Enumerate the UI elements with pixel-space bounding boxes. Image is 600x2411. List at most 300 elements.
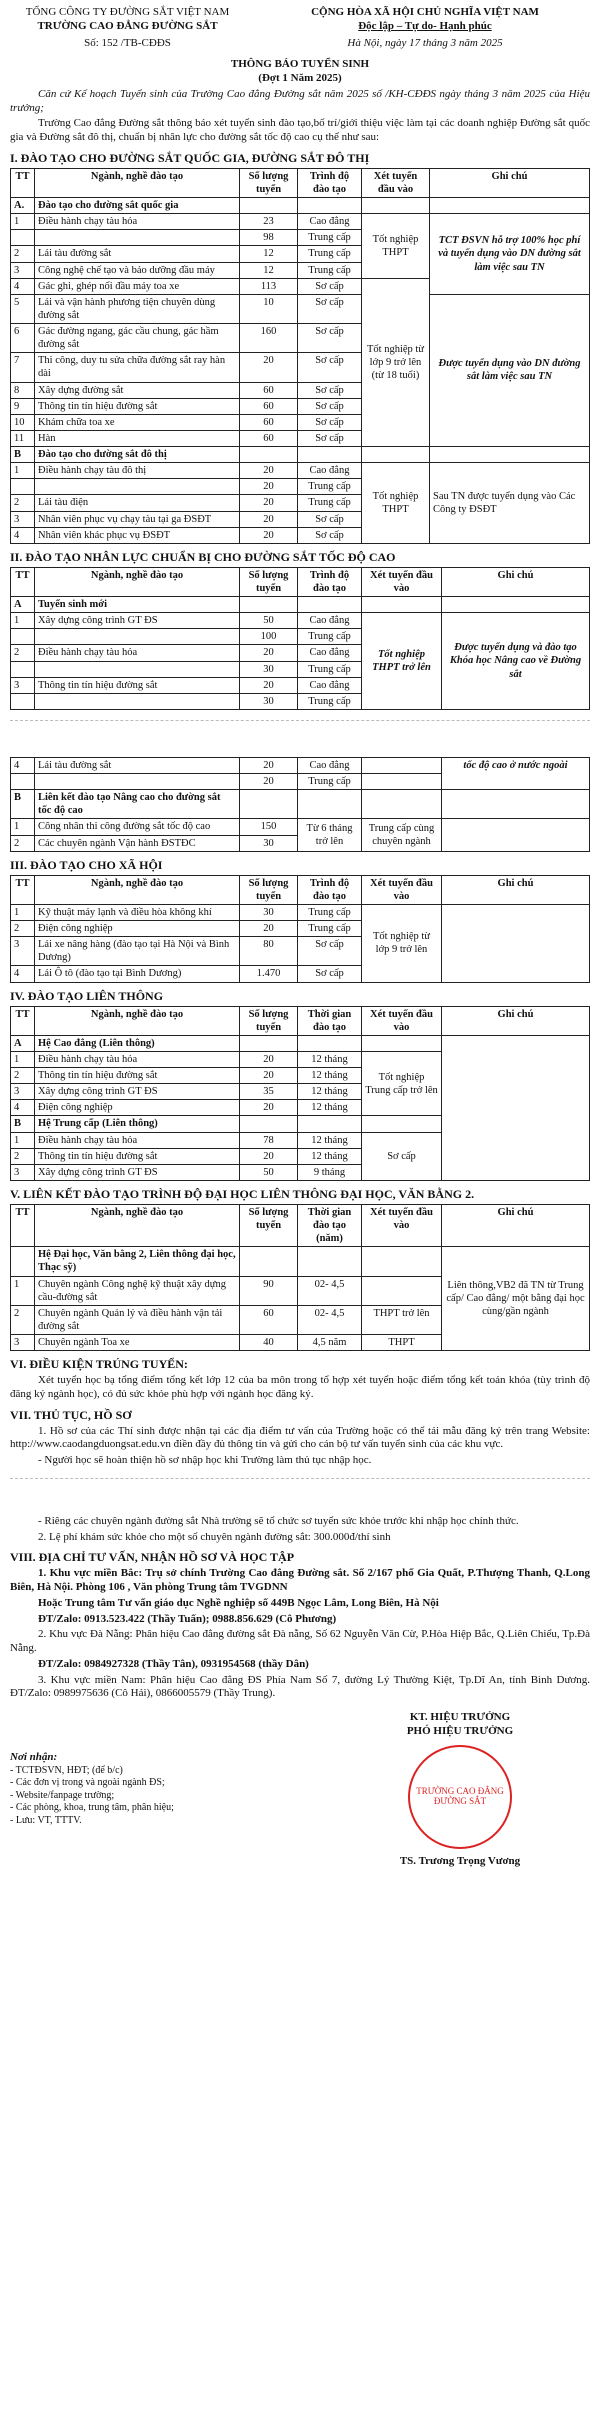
intro-paragraph-2: Trường Cao đẳng Đường sắt thông báo xét tuyển sinh đào tạo,bố trí/giới thiệu việc làm tại các doanh nghiệp Đường sắt quốc gia và Đường sắt đô thị, chuẩn bị nhân lực cho đường sắt tốc độ cao cụ thể như sau: [10, 117, 590, 143]
column-header: Ghi chú [442, 1006, 590, 1035]
table-section-2-continued [10, 757, 590, 852]
table-cell: Sơ cấp [298, 278, 362, 294]
entry-requirement: Tốt nghiệp từ lớp 9 trở lên (từ 18 tuổi) [362, 278, 430, 446]
table-cell: Cao đẳng [298, 757, 362, 773]
table-cell: Cao đẳng [298, 677, 362, 693]
table-cell: Sơ cấp [298, 527, 362, 543]
table-cell: 4 [11, 966, 35, 982]
table-cell: 35 [240, 1084, 298, 1100]
table-cell: 3 [11, 262, 35, 278]
column-header: TT [11, 875, 35, 904]
table-cell: 12 tháng [298, 1051, 362, 1067]
address-danang: 2. Khu vực Đà Nẵng: Phân hiệu Cao đẳng đường sắt Đà nẵng, Số 62 Nguyễn Văn Cừ, P.Hòa Hiệp Bắc, Q.Liên Chiểu, Tp.Đà Nẵng. [10, 1628, 590, 1655]
recipients [10, 1751, 240, 1868]
table-cell: Tuyển sinh mới [35, 597, 240, 613]
table-row [11, 1247, 590, 1276]
table-cell: 2 [11, 645, 35, 661]
table-cell: 4 [11, 1100, 35, 1116]
entry-requirement: Tốt nghiệp THPT [362, 214, 430, 279]
table-cell: 20 [240, 757, 298, 773]
nation-title: CỘNG HÒA XÃ HỘI CHỦ NGHĨA VIỆT NAM [311, 6, 539, 18]
table-cell [298, 1247, 362, 1276]
table-cell [298, 1116, 362, 1132]
table-row [11, 294, 590, 323]
table-cell [298, 447, 362, 463]
table-cell: Trung cấp [298, 246, 362, 262]
section-8-title: VIII. ĐỊA CHỈ TƯ VẤN, NHẬN HỒ SƠ VÀ HỌC TẬP [10, 1550, 295, 1565]
table-cell: Hệ Trung cấp (Liên thông) [35, 1116, 240, 1132]
table-cell: 20 [240, 463, 298, 479]
table-cell: 3 [11, 1164, 35, 1180]
table-cell: Hệ Cao đẳng (Liên thông) [35, 1035, 240, 1051]
document-number: Số: 152 /TB-CĐĐS [84, 36, 171, 49]
table-cell [362, 1247, 442, 1276]
entry-requirement: Tốt nghiệp THPT trở lên [362, 613, 442, 710]
signer-role-2: PHÓ HIỆU TRƯỞNG [406, 1724, 514, 1737]
table-cell: 3 [11, 511, 35, 527]
table-cell: Thông tin tín hiệu đường sắt [35, 398, 240, 414]
table-cell: Hàn [35, 430, 240, 446]
table-cell: Thông tin tín hiệu đường sắt [35, 677, 240, 693]
table-cell: 30 [240, 904, 298, 920]
table-cell: 160 [240, 324, 298, 353]
section-6-title: VI. ĐIỀU KIỆN TRÚNG TUYỂN: [10, 1357, 188, 1372]
note-cell: Sau TN được tuyển dụng vào Các Công ty ĐSĐT [430, 463, 590, 544]
table-cell: 20 [240, 479, 298, 495]
header-right [260, 6, 590, 50]
table-cell: 60 [240, 382, 298, 398]
entry-requirement [362, 1276, 442, 1305]
table-cell: B [11, 790, 35, 819]
address-north-2: Hoặc Trung tâm Tư vấn giáo dục Nghề nghiệp số 449B Ngọc Lâm, Long Biên, Hà Nội [38, 1596, 439, 1609]
table-cell [35, 230, 240, 246]
table-cell: 7 [11, 353, 35, 382]
table-cell [240, 597, 298, 613]
table-cell: Sơ cấp [298, 430, 362, 446]
table-cell: 20 [240, 353, 298, 382]
table-cell: Sơ cấp [298, 414, 362, 430]
table-cell [11, 1247, 35, 1276]
table-cell [11, 479, 35, 495]
table-cell: Sơ cấp [298, 937, 362, 966]
table-cell: 12 tháng [298, 1068, 362, 1084]
entry-requirement: Tốt nghiệp THPT [362, 463, 430, 544]
table-cell [35, 479, 240, 495]
signer-role-1: KT. HIỆU TRƯỞNG [409, 1711, 511, 1724]
table-cell: Chuyên ngành Toa xe [35, 1335, 240, 1351]
column-header: Xét tuyển đầu vào [362, 1006, 442, 1035]
table-cell: Trung cấp [298, 921, 362, 937]
table-cell: B [11, 447, 35, 463]
table-cell: Chuyên ngành Quản lý và điều hành vận tải đường sắt [35, 1305, 240, 1334]
table-cell [298, 1035, 362, 1051]
table-cell: Sơ cấp [298, 398, 362, 414]
table-cell: A [11, 1035, 35, 1051]
column-header: Xét tuyển đầu vào [362, 1204, 442, 1246]
table-cell: Điều hành chạy tàu hỏa [35, 214, 240, 230]
table-cell: 40 [240, 1335, 298, 1351]
column-header: Ngành, nghề đào tạo [35, 168, 240, 197]
table-cell: 4,5 năm [298, 1335, 362, 1351]
table-cell: Liên kết đào tạo Nâng cao cho đường sắt tốc độ cao [35, 790, 240, 819]
table-cell: 1 [11, 463, 35, 479]
table-cell: 60 [240, 430, 298, 446]
table-cell: 20 [240, 511, 298, 527]
column-header: Xét tuyển đầu vào [362, 168, 430, 197]
table-cell: 12 tháng [298, 1132, 362, 1148]
table-row [11, 790, 590, 819]
intro-paragraph-1: Căn cứ Kế hoạch Tuyển sinh của Trường Cao đẳng Đường sắt năm 2025 số /KH-CĐĐS ngày tháng 3 năm 2025 của Hiệu trưởng; [10, 87, 590, 114]
table-cell: Điều hành chạy tàu hỏa [35, 1132, 240, 1148]
table-cell: Đào tạo cho đường sắt quốc gia [35, 198, 240, 214]
header-left [10, 6, 245, 50]
table-cell: Trung cấp [298, 629, 362, 645]
table-cell: 10 [240, 294, 298, 323]
column-header: Ngành, nghề đào tạo [35, 1006, 240, 1035]
table-cell: 80 [240, 937, 298, 966]
table-cell [11, 774, 35, 790]
column-header: Trình độ đào tạo [298, 168, 362, 197]
table-cell: Lái tàu đường sắt [35, 246, 240, 262]
column-header: Xét tuyển đầu vào [362, 567, 442, 596]
recipient-item: - Website/fanpage trường; [10, 1789, 115, 1801]
table-cell: 90 [240, 1276, 298, 1305]
notice-subtitle: (Đợt 1 Năm 2025) [258, 72, 342, 84]
note-cell: Liên thông,VB2 đã TN từ Trung cấp/ Cao đẳng/ một bằng đại học cùng/gần ngành [442, 1247, 590, 1351]
column-header: Số lượng tuyển [240, 168, 298, 197]
table-cell: 12 tháng [298, 1148, 362, 1164]
table-cell: A [11, 597, 35, 613]
table-cell: 20 [240, 645, 298, 661]
table-row [11, 613, 590, 629]
table-cell: 30 [240, 693, 298, 709]
table-cell [240, 198, 298, 214]
table-row [11, 198, 590, 214]
table-cell [35, 693, 240, 709]
entry-requirement: THPT trở lên [362, 1305, 442, 1334]
org-parent: TỔNG CÔNG TY ĐƯỜNG SẮT VIỆT NAM [25, 6, 230, 18]
table-cell: 3 [11, 677, 35, 693]
table-cell: Sơ cấp [298, 353, 362, 382]
section-7-item-3: - Riêng các chuyên ngành đường sắt Nhà trường sẽ tổ chức sơ tuyển sức khỏe trước khi nhập học chính thức. [38, 1514, 519, 1527]
table-cell: 3 [11, 1084, 35, 1100]
column-header: Ghi chú [442, 1204, 590, 1246]
table-cell [240, 1035, 298, 1051]
table-cell [35, 774, 240, 790]
table-cell [298, 790, 362, 819]
table-cell: Xây dựng đường sắt [35, 382, 240, 398]
table-cell: Điều hành chạy tàu đô thị [35, 463, 240, 479]
table-cell [298, 597, 362, 613]
table-cell: Điện công nghiệp [35, 921, 240, 937]
column-header: Ghi chú [430, 168, 590, 197]
column-header: Số lượng tuyển [240, 567, 298, 596]
table-cell: Điều hành chạy tàu hỏa [35, 1051, 240, 1067]
table-cell: 1 [11, 904, 35, 920]
table-cell: Kỹ thuật máy lạnh và điều hòa không khí [35, 904, 240, 920]
stamp-area [330, 1745, 590, 1849]
column-header: Ngành, nghề đào tạo [35, 567, 240, 596]
table-cell: 23 [240, 214, 298, 230]
table-cell: Trung cấp [298, 904, 362, 920]
table-cell: Trung cấp [298, 495, 362, 511]
table-section-3 [10, 875, 590, 983]
table-section-1 [10, 168, 590, 544]
table-cell: 1 [11, 214, 35, 230]
table-cell: 30 [240, 835, 298, 851]
table-cell: 2 [11, 1068, 35, 1084]
table-cell: 9 tháng [298, 1164, 362, 1180]
table-cell [362, 790, 442, 819]
table-cell: 2 [11, 921, 35, 937]
table-row [11, 757, 590, 773]
table-cell: 30 [240, 661, 298, 677]
table-cell: 20 [240, 774, 298, 790]
column-header: TT [11, 1204, 35, 1246]
table-cell: 98 [240, 230, 298, 246]
table-cell: 60 [240, 414, 298, 430]
table-cell: Trung cấp [298, 774, 362, 790]
section-1-title: I. ĐÀO TẠO CHO ĐƯỜNG SẮT QUỐC GIA, ĐƯỜNG SẮT ĐÔ THỊ [10, 150, 370, 165]
column-header: Ghi chú [442, 567, 590, 596]
table-row [11, 1035, 590, 1051]
table-cell: 12 tháng [298, 1084, 362, 1100]
table-cell: Sơ cấp [298, 324, 362, 353]
table-cell: Điều hành chạy tàu hỏa [35, 645, 240, 661]
table-cell: 150 [240, 819, 298, 835]
table-cell: Xây dựng công trình GT ĐS [35, 1084, 240, 1100]
table-cell: 4 [11, 757, 35, 773]
table-cell [11, 629, 35, 645]
table-cell: 1 [11, 1276, 35, 1305]
table-cell: Nhân viên phục vụ chạy tàu tại ga ĐSĐT [35, 511, 240, 527]
table-cell: 20 [240, 1100, 298, 1116]
table-cell [298, 198, 362, 214]
column-header: Số lượng tuyển [240, 1204, 298, 1246]
table-section-4 [10, 1006, 590, 1181]
column-header: Số lượng tuyển [240, 1006, 298, 1035]
table-cell: 60 [240, 1305, 298, 1334]
page-break [10, 720, 590, 747]
section-6-text: Xét tuyển học bạ tổng điểm tổng kết lớp 12 của ba môn trong tổ hợp xét tuyển hoặc điểm tổng kết toán khóa (tùy trình độ đăng ký ngành học), có đủ sức khỏe phù hợp với ngành học đăng ký. [10, 1374, 590, 1400]
table-section-5 [10, 1204, 590, 1351]
section-7-item-2: - Người học sẽ hoàn thiện hồ sơ nhập học khi Trường làm thủ tục nhập học. [38, 1454, 372, 1467]
table-cell [362, 447, 430, 463]
table-cell: A. [11, 198, 35, 214]
document-date: Hà Nội, ngày 17 tháng 3 năm 2025 [347, 36, 503, 49]
table-cell [11, 693, 35, 709]
training-duration: Từ 6 tháng trở lên [298, 819, 362, 851]
address-south: 3. Khu vực miền Nam: Phân hiệu Cao đẳng ĐS Phía Nam Số 7, đường Lý Thường Kiệt, Tp.Dĩ An, tỉnh Bình Dương. ĐT/Zalo: 0989975636 (Cô Hải), 0866005579 (Thầy Trung). [10, 1673, 590, 1700]
column-header: Trình độ đào tạo [298, 567, 362, 596]
table-cell: 20 [240, 1068, 298, 1084]
table-cell: 2 [11, 246, 35, 262]
note-cell: TCT ĐSVN hỗ trợ 100% học phí và tuyển dụng vào DN đường sắt làm việc sau TN [430, 214, 590, 295]
table-row [11, 904, 590, 920]
entry-requirement: Sơ cấp [362, 1132, 442, 1180]
column-header: Ngành, nghề đào tạo [35, 875, 240, 904]
table-header-row [11, 1204, 590, 1246]
section-7-item-1: 1. Hồ sơ của các Thí sinh được nhận tại các địa điểm tư vấn của Trường hoặc có thể tải mẫu đăng ký trên trang Website: http://www.caodangduongsat.edu.vn điền đầy đủ thông tin và gửi cho cán bộ tư vấn tuyển sinh của các khu vực. [10, 1424, 590, 1451]
table-cell [362, 1116, 442, 1132]
table-cell: Các chuyên ngành Vận hành ĐSTĐC [35, 835, 240, 851]
table-cell: 20 [240, 1148, 298, 1164]
table-cell: 10 [11, 414, 35, 430]
table-cell: Cao đẳng [298, 613, 362, 629]
table-cell: 2 [11, 1305, 35, 1334]
table-cell: 12 [240, 262, 298, 278]
table-cell [240, 447, 298, 463]
table-cell [362, 774, 442, 790]
contact-danang: ĐT/Zalo: 0984927328 (Thầy Tân), 0931954568 (thầy Dân) [38, 1657, 309, 1670]
table-cell: 20 [240, 921, 298, 937]
table-row [11, 597, 590, 613]
table-cell: 3 [11, 1335, 35, 1351]
table-cell: Xây dựng công trình GT ĐS [35, 1164, 240, 1180]
table-cell: Sơ cấp [298, 511, 362, 527]
section-5-title: V. LIÊN KẾT ĐÀO TẠO TRÌNH ĐỘ ĐẠI HỌC LIÊN THÔNG ĐẠI HỌC, VĂN BẰNG 2. [10, 1186, 475, 1201]
table-cell: 50 [240, 1164, 298, 1180]
table-cell [362, 597, 442, 613]
table-cell: Lái tàu đường sắt [35, 757, 240, 773]
table-header-row [11, 567, 590, 596]
section-3-title: III. ĐÀO TẠO CHO XÃ HỘI [10, 857, 163, 872]
table-cell: Sơ cấp [298, 294, 362, 323]
table-cell: Sơ cấp [298, 382, 362, 398]
entry-requirement: Tốt nghiệp Trung cấp trở lên [362, 1051, 442, 1116]
table-cell: Thi công, duy tu sửa chữa đường sắt ray hàn dài [35, 353, 240, 382]
table-cell [240, 1247, 298, 1276]
entry-requirement: THPT [362, 1335, 442, 1351]
section-7-title: VII. THỦ TỤC, HỒ SƠ [10, 1407, 132, 1422]
note-cell: tốc độ cao ở nước ngoài [442, 757, 590, 789]
table-cell [362, 1035, 442, 1051]
table-header-row [11, 875, 590, 904]
section-2-title: II. ĐÀO TẠO NHÂN LỰC CHUẨN BỊ CHO ĐƯỜNG SẮT TỐC ĐỘ CAO [10, 549, 396, 564]
contact-north: ĐT/Zalo: 0913.523.422 (Thầy Tuấn); 0988.856.629 (Cô Phương) [38, 1612, 337, 1625]
table-cell: 8 [11, 382, 35, 398]
table-cell: 78 [240, 1132, 298, 1148]
table-cell: 3 [11, 937, 35, 966]
column-header: Trình độ đào tạo [298, 875, 362, 904]
table-cell: 12 [240, 246, 298, 262]
table-cell: Thông tin tín hiệu đường sắt [35, 1068, 240, 1084]
table-cell: Cao đẳng [298, 214, 362, 230]
table-cell: Trung cấp [298, 479, 362, 495]
table-cell: 02- 4,5 [298, 1276, 362, 1305]
table-section-2 [10, 567, 590, 710]
recipient-item: - TCTĐSVN, HĐT; (để b/c) [10, 1764, 123, 1776]
column-header: Thời gian đào tạo (năm) [298, 1204, 362, 1246]
table-cell: Chuyên ngành Công nghệ kỹ thuật xây dựng cầu-đường sắt [35, 1276, 240, 1305]
table-cell [11, 661, 35, 677]
signer-name: TS. Trương Trọng Vương [399, 1854, 521, 1867]
table-cell: Thông tin tín hiệu đường sắt [35, 1148, 240, 1164]
note-cell [442, 904, 590, 982]
official-stamp: TRƯỜNG CAO ĐẲNG ĐƯỜNG SẮT [408, 1745, 512, 1849]
page-break-2 [10, 1478, 590, 1505]
table-cell: Lái xe nâng hàng (đào tạo tại Hà Nội và Bình Dương) [35, 937, 240, 966]
table-cell: Lái Ô tô (đào tạo tại Bình Dương) [35, 966, 240, 982]
table-cell: Công nhân thi công đường sắt tốc độ cao [35, 819, 240, 835]
table-cell: 1 [11, 613, 35, 629]
column-header: TT [11, 1006, 35, 1035]
table-header-row [11, 168, 590, 197]
table-cell: 11 [11, 430, 35, 446]
table-cell: B [11, 1116, 35, 1132]
table-cell [11, 230, 35, 246]
table-header-row [11, 1006, 590, 1035]
column-header: Thời gian đào tạo [298, 1006, 362, 1035]
motto: Độc lập – Tự do- Hạnh phúc [358, 19, 492, 32]
table-cell: 20 [240, 1051, 298, 1067]
table-cell: 4 [11, 527, 35, 543]
table-cell: 100 [240, 629, 298, 645]
table-cell [240, 790, 298, 819]
table-cell: 20 [240, 495, 298, 511]
table-cell: Hệ Đại học, Văn bằng 2, Liên thông đại học, Thạc sỹ) [35, 1247, 240, 1276]
address-north: 1. Khu vực miền Bắc: Trụ sở chính Trường Cao đẳng Đường sắt. Số 2/167 phố Gia Quất, P.Thượng Thanh, Q.Long Biên, Hà Nội. Phòng 106 , Văn phòng Trung tâm TVGDNN [10, 1567, 590, 1594]
table-cell: Trung cấp [298, 693, 362, 709]
table-row [11, 819, 590, 835]
table-cell [362, 198, 430, 214]
column-header: TT [11, 168, 35, 197]
table-cell: 12 tháng [298, 1100, 362, 1116]
section-7-item-4: 2. Lệ phí khám sức khỏe cho một số chuyên ngành đường sắt: 300.000đ/thí sinh [38, 1530, 391, 1543]
table-cell [240, 1116, 298, 1132]
document-page [10, 0, 590, 1868]
table-row [11, 463, 590, 479]
table-cell: Trung cấp [298, 661, 362, 677]
column-header: Ngành, nghề đào tạo [35, 1204, 240, 1246]
table-cell: 50 [240, 613, 298, 629]
entry-requirement: Trung cấp cùng chuyên ngành [362, 819, 442, 851]
table-cell: Đào tạo cho đường sắt đô thị [35, 447, 240, 463]
column-header: TT [11, 567, 35, 596]
note-cell [442, 1035, 590, 1180]
table-cell: Lái tàu điện [35, 495, 240, 511]
recipient-item: - Lưu: VT, TTTV. [10, 1814, 82, 1826]
section-4-title: IV. ĐÀO TẠO LIÊN THÔNG [10, 988, 164, 1003]
table-cell: Lái và vận hành phương tiện chuyên dùng đường sắt [35, 294, 240, 323]
table-cell: Cao đẳng [298, 463, 362, 479]
table-cell: Trung cấp [298, 230, 362, 246]
org-name: TRƯỜNG CAO ĐẲNG ĐƯỜNG SẮT [37, 19, 218, 32]
table-row [11, 447, 590, 463]
column-header: Ghi chú [442, 875, 590, 904]
table-cell: 6 [11, 324, 35, 353]
table-cell: 113 [240, 278, 298, 294]
recipient-item: - Các phòng, khoa, trung tâm, phân hiệu; [10, 1802, 174, 1814]
table-cell: 1 [11, 819, 35, 835]
table-cell: Trung cấp [298, 262, 362, 278]
table-cell: Khám chữa toa xe [35, 414, 240, 430]
table-cell: Xây dựng công trình GT ĐS [35, 613, 240, 629]
table-cell [442, 790, 590, 819]
table-cell: 5 [11, 294, 35, 323]
table-cell [430, 198, 590, 214]
table-cell: Nhân viên khác phục vụ ĐSĐT [35, 527, 240, 543]
table-cell: 2 [11, 835, 35, 851]
table-cell: Cao đẳng [298, 645, 362, 661]
column-header: Số lượng tuyển [240, 875, 298, 904]
note-cell: Được tuyển dụng và đào tạo Khóa học Nâng cao về Đường sắt [442, 613, 590, 710]
note-cell [442, 819, 590, 851]
notice-title: THÔNG BÁO TUYỂN SINH [230, 58, 370, 71]
table-cell: Công nghệ chế tạo và bảo dưỡng đầu máy [35, 262, 240, 278]
table-cell: 1 [11, 1051, 35, 1067]
entry-requirement: Tốt nghiệp từ lớp 9 trở lên [362, 904, 442, 982]
